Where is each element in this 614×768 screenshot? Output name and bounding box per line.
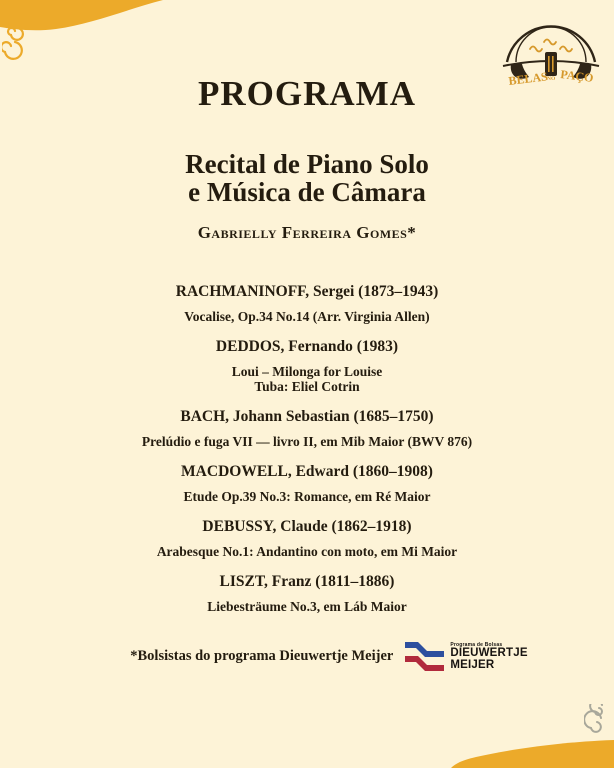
dm-logo-line2: MEIJER	[450, 658, 495, 671]
belas-logo-word2: NO	[547, 76, 556, 82]
belas-logo-word3: PAÇO	[559, 67, 595, 86]
piece-line: Prelúdio e fuga VII — livro II, em Mib Maior (BWV 876)	[141, 434, 473, 450]
composer-line: BACH, Johann Sebastian (1685–1750)	[180, 408, 434, 426]
piece-line: Etude Op.39 No.3: Romance, em Ré Maior	[183, 489, 431, 505]
dm-ribbon-icon	[405, 641, 445, 672]
dm-logo-text	[450, 642, 527, 671]
composer-line: DEBUSSY, Claude (1862–1918)	[202, 518, 412, 536]
composer-line: LISZT, Franz (1811–1886)	[219, 573, 395, 591]
composer-line: DEDDOS, Fernando (1983)	[215, 337, 399, 355]
recital-subtitle	[0, 151, 614, 207]
piece-line: Arabesque No.1: Andantino con moto, em Mi Maior	[156, 544, 458, 560]
program-list	[0, 283, 614, 615]
piece-line: Tuba: Eliel Cotrin	[254, 379, 360, 395]
program-entry	[0, 283, 614, 325]
composer-line: MACDOWELL, Edward (1860–1908)	[181, 463, 433, 481]
composer-line: RACHMANINOFF, Sergei (1873–1943)	[175, 282, 439, 300]
footer	[22, 641, 614, 672]
bottom-right-wave-decoration	[0, 728, 614, 768]
piece-line: Liebesträume No.3, em Láb Maior	[207, 599, 407, 615]
subtitle-line-1: Recital de Piano Solo	[185, 149, 429, 179]
program-entry	[0, 338, 614, 396]
dm-logo-line1: DIEUWERTJE	[450, 647, 528, 660]
piece-line: Loui – Milonga for Louise	[231, 363, 383, 379]
scholarship-footnote: *Bolsistas do programa Dieuwertje Meijer	[130, 648, 394, 665]
program-entry	[0, 573, 614, 615]
bottom-right-swirl-icon	[584, 704, 608, 740]
belas-logo-word1: BELAS	[507, 69, 549, 88]
dm-logo-small-label: Programa de Bolsas	[450, 642, 503, 649]
subtitle-line-2: e Música de Câmara	[188, 176, 426, 207]
program-entry	[0, 518, 614, 560]
page-title: PROGRAMA	[198, 74, 416, 113]
performer-name: Gabrielly Ferreira Gomes*	[197, 222, 417, 242]
program-entry	[0, 463, 614, 505]
program-entry	[0, 408, 614, 450]
dieuwertje-meijer-logo	[405, 641, 527, 672]
piece-line: Vocalise, Op.34 No.14 (Arr. Virginia Allen)	[184, 308, 430, 324]
